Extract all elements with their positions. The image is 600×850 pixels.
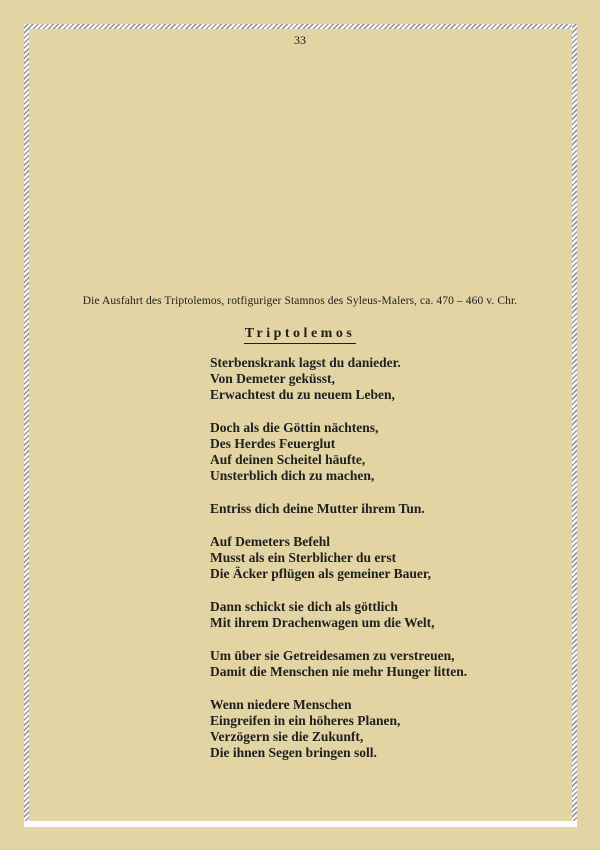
poem-line: Unsterblich dich zu machen,: [210, 468, 375, 483]
poem-stanza: [210, 355, 467, 403]
poem-stanza: [210, 599, 467, 631]
poem-line: Erwachtest du zu neuem Leben,: [210, 387, 395, 402]
figure-placeholder: [60, 50, 540, 290]
poem-line: Von Demeter geküsst,: [210, 371, 335, 386]
border-bottom: [24, 821, 577, 827]
poem-stanza: [210, 501, 467, 517]
poem-line: Eingreifen in ein höheres Planen,: [210, 713, 401, 728]
poem-line: Wenn niedere Menschen: [210, 697, 352, 712]
poem-line: Damit die Menschen nie mehr Hunger litten.: [210, 664, 468, 679]
border-top: [24, 24, 577, 29]
poem-stanza: [210, 420, 467, 484]
border-left: [24, 24, 29, 821]
poem-stanza: [210, 534, 467, 582]
poem-line: Dann schickt sie dich als göttlich: [210, 599, 398, 614]
poem: [210, 355, 467, 761]
poem-line: Sterbenskrank lagst du danieder.: [210, 355, 401, 370]
poem-stanza: [210, 648, 467, 680]
poem-line: Des Herdes Feuerglut: [210, 436, 336, 451]
border-right: [572, 24, 577, 821]
poem-line: Die Äcker pflügen als gemeiner Bauer,: [210, 566, 431, 581]
page-number: 33: [294, 33, 306, 47]
figure-caption: Die Ausfahrt des Triptolemos, rotfiguriger Stamnos des Syleus-Malers, ca. 470 – 460 v. Chr.: [82, 295, 518, 307]
poem-line: Auf Demeters Befehl: [210, 534, 330, 549]
poem-line: Entriss dich deine Mutter ihrem Tun.: [210, 501, 425, 516]
poem-line: Auf deinen Scheitel häufte,: [210, 452, 366, 467]
poem-line: Musst als ein Sterblicher du erst: [210, 550, 397, 565]
poem-line: Doch als die Göttin nächtens,: [210, 420, 379, 435]
poem-title: Triptolemos: [244, 326, 357, 344]
poem-line: Mit ihrem Drachenwagen um die Welt,: [210, 615, 435, 630]
poem-line: Die ihnen Segen bringen soll.: [210, 745, 377, 760]
poem-stanza: [210, 697, 467, 761]
poem-line: Um über sie Getreidesamen zu verstreuen,: [210, 648, 455, 663]
poem-line: Verzögern sie die Zukunft,: [210, 729, 364, 744]
poem-title-wrap: [0, 324, 600, 344]
